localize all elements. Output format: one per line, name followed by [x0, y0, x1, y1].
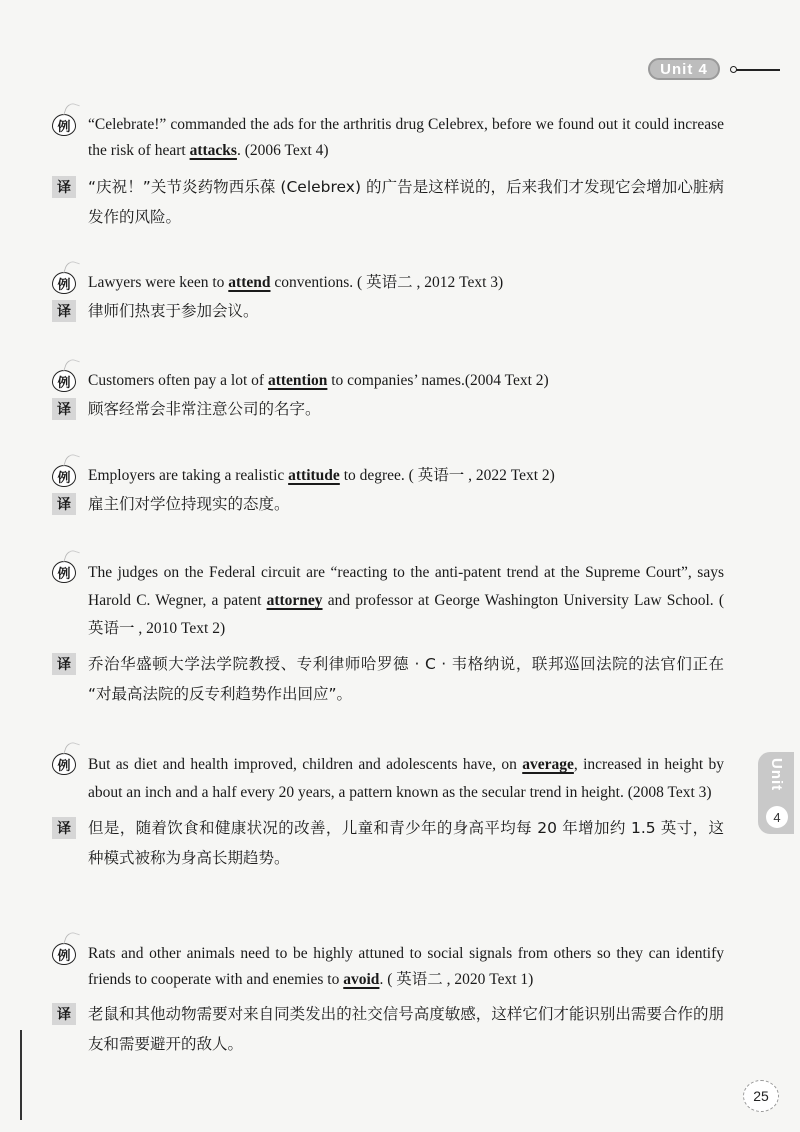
translation-badge-icon: 译	[52, 817, 76, 839]
chinese-translation: “庆祝！”关节炎药物西乐葆 (Celebrex) 的广告是这样说的，后来我们才发现它会增加心脏病发作的风险。	[88, 178, 724, 226]
example-entry	[0, 463, 800, 519]
side-tab-label: Unit	[768, 758, 785, 792]
translation-badge-icon: 译	[52, 1003, 76, 1025]
example-sentence	[0, 463, 800, 489]
keyword: average	[522, 756, 574, 773]
translation-sentence	[0, 489, 800, 519]
chinese-translation: 乔治华盛顿大学法学院教授、专利律师哈罗德 · C · 韦格纳说，联邦巡回法院的法官们正在 “对最高法院的反专利趋势作出回应”。	[88, 655, 724, 703]
english-sentence: Employers are taking a realistic attitude to degree. ( 英语一 , 2022 Text 2)	[88, 467, 555, 484]
chinese-translation: 但是，随着饮食和健康状况的改善，儿童和青少年的身高平均每 20 年增加约 1.5 英寸，这种模式被称为身高长期趋势。	[88, 819, 724, 867]
chinese-translation: 雇主们对学位持现实的态度。	[88, 495, 290, 513]
example-entry	[0, 941, 800, 1059]
example-entry	[0, 559, 800, 709]
keyword: avoid	[343, 971, 380, 988]
keyword: attention	[267, 372, 328, 389]
example-badge-icon: 例	[52, 943, 76, 965]
translation-badge-icon: 译	[52, 300, 76, 322]
keyword: attitude	[288, 467, 340, 484]
example-sentence	[0, 112, 800, 164]
keyword: attorney	[266, 592, 323, 609]
example-badge-icon: 例	[52, 753, 76, 775]
example-sentence	[0, 368, 800, 394]
example-entry	[0, 751, 800, 873]
translation-sentence	[0, 649, 800, 709]
english-sentence: Rats and other animals need to be highly attuned to social signals from others so they can identify friends to cooperate with and enemies to avoid. ( 英语二 , 2020 Text 1)	[88, 945, 724, 988]
example-sentence	[0, 941, 800, 993]
example-badge-icon: 例	[52, 272, 76, 294]
english-sentence: The judges on the Federal circuit are “reacting to the anti-patent trend at the Supreme Court”, says Harold C. Wegner, a patent attorney and professor at George Washington University Law School. ( 英语一 , 2010 Text 2)	[88, 564, 724, 637]
chinese-translation: 顾客经常会非常注意公司的名字。	[88, 400, 321, 418]
example-entry	[0, 368, 800, 424]
english-sentence: Customers often pay a lot of attention to companies’ names.(2004 Text 2)	[88, 372, 549, 389]
translation-sentence	[0, 394, 800, 424]
translation-badge-icon: 译	[52, 398, 76, 420]
keyword: attend	[228, 274, 271, 291]
english-sentence: Lawyers were keen to attend conventions. ( 英语二 , 2012 Text 3)	[88, 274, 504, 291]
english-sentence: “Celebrate!” commanded the ads for the arthritis drug Celebrex, before we found out it could increase the risk of heart attacks. (2006 Text 4)	[88, 116, 724, 159]
translation-badge-icon: 译	[52, 653, 76, 675]
unit-header-tab: Unit 4	[648, 58, 720, 80]
translation-sentence	[0, 296, 800, 326]
page-number: 25	[743, 1080, 779, 1112]
translation-badge-icon: 译	[52, 493, 76, 515]
header-rule	[736, 69, 780, 71]
chinese-translation: 老鼠和其他动物需要对来自同类发出的社交信号高度敏感，这样它们才能识别出需要合作的朋友和需要避开的敌人。	[88, 1005, 724, 1053]
side-tab-number: 4	[766, 806, 788, 828]
english-sentence: But as diet and health improved, children and adolescents have, on average, increased in height by about an inch and a half every 20 years, a pattern known as the secular trend in height. (2008 Text 3)	[88, 756, 724, 801]
example-sentence	[0, 751, 800, 807]
chinese-translation: 律师们热衷于参加会议。	[88, 302, 259, 320]
example-sentence	[0, 270, 800, 296]
translation-sentence	[0, 813, 800, 873]
example-badge-icon: 例	[52, 114, 76, 136]
example-entry	[0, 270, 800, 326]
margin-rule	[20, 1030, 22, 1120]
translation-sentence	[0, 172, 800, 232]
keyword: attacks	[189, 142, 237, 159]
example-badge-icon: 例	[52, 465, 76, 487]
translation-badge-icon: 译	[52, 176, 76, 198]
translation-sentence	[0, 999, 800, 1059]
example-entry	[0, 112, 800, 232]
example-badge-icon: 例	[52, 370, 76, 392]
example-badge-icon: 例	[52, 561, 76, 583]
example-sentence	[0, 559, 800, 643]
